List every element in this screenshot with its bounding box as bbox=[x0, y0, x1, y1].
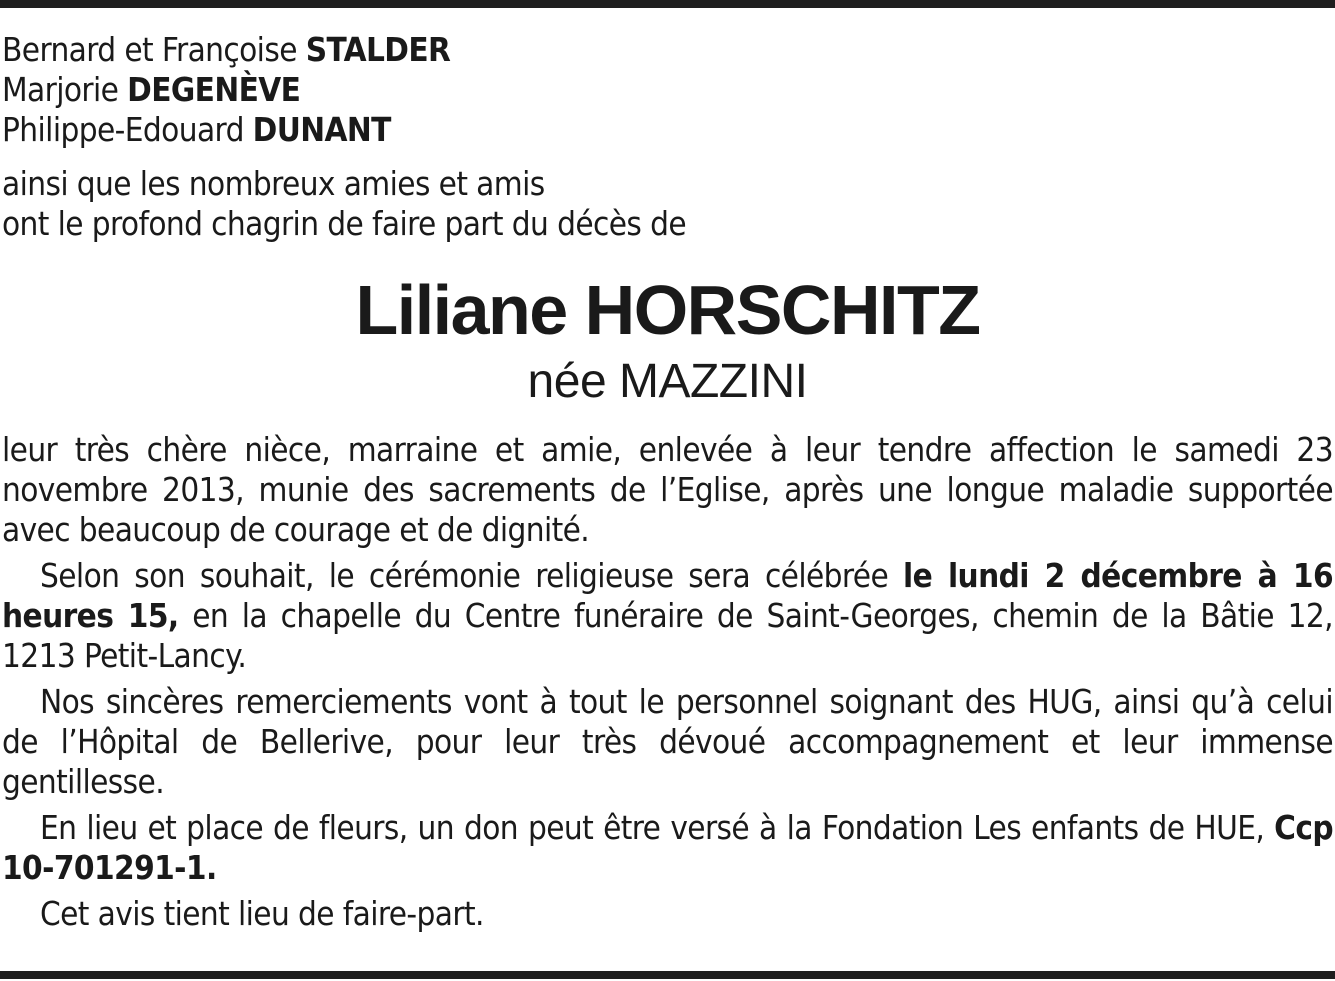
announcer-last-name: DEGENÈVE bbox=[127, 70, 301, 109]
announcer-first-name: Bernard et Françoise bbox=[2, 30, 306, 69]
announcers-list bbox=[2, 30, 1333, 150]
notice-body bbox=[2, 430, 1333, 934]
announcer-last-name: STALDER bbox=[305, 30, 451, 69]
paragraph-donation bbox=[2, 808, 1333, 888]
donation-account: Ccp 10-701291-1. bbox=[2, 808, 1333, 887]
maiden-name: née MAZZINI bbox=[527, 355, 808, 408]
deceased-name: Liliane HORSCHITZ bbox=[355, 271, 980, 349]
intro-line-2: ont le profond chagrin de faire part du décès de bbox=[2, 204, 687, 243]
intro-text bbox=[2, 164, 1333, 244]
ceremony-text: Selon son souhait, le cérémonie religieuse sera célébrée bbox=[40, 556, 904, 595]
intro-line-1: ainsi que les nombreux amies et amis bbox=[2, 164, 545, 203]
ceremony-date: le lundi 2 décembre à 16 heures 15, bbox=[2, 556, 1333, 635]
announcer-first-name: Philippe-Edouard bbox=[2, 110, 253, 149]
ceremony-location: en la chapelle du Centre funéraire de Saint-Georges, chemin de la Bâtie 12, 1213 Petit-Lancy. bbox=[2, 596, 1333, 675]
announcer-line bbox=[2, 110, 1333, 150]
announcer-line bbox=[2, 70, 1333, 110]
announcer-last-name: DUNANT bbox=[252, 110, 391, 149]
top-border-rule bbox=[0, 0, 1335, 8]
paragraph-thanks: Nos sincères remerciements vont à tout le personnel soignant des HUG, ainsi qu’à celui de l’Hôpital de Bellerive, pour leur très dévoué accompagnement et leur immense gentillesse. bbox=[2, 682, 1333, 801]
announcer-line bbox=[2, 30, 1333, 70]
paragraph-closing: Cet avis tient lieu de faire-part. bbox=[40, 894, 484, 933]
announcer-first-name: Marjorie bbox=[2, 70, 128, 109]
paragraph-tribute: leur très chère nièce, marraine et amie, enlevée à leur tendre affection le samedi 23 novembre 2013, munie des sacrements de l’Eglise, après une longue maladie supportée avec beaucoup de courage et de dignité. bbox=[2, 430, 1333, 549]
paragraph-ceremony bbox=[2, 556, 1333, 676]
obituary-notice bbox=[2, 30, 1333, 934]
bottom-border-rule bbox=[0, 971, 1335, 979]
donation-text: En lieu et place de fleurs, un don peut être versé à la Fondation Les enfants de HUE, bbox=[40, 808, 1275, 847]
